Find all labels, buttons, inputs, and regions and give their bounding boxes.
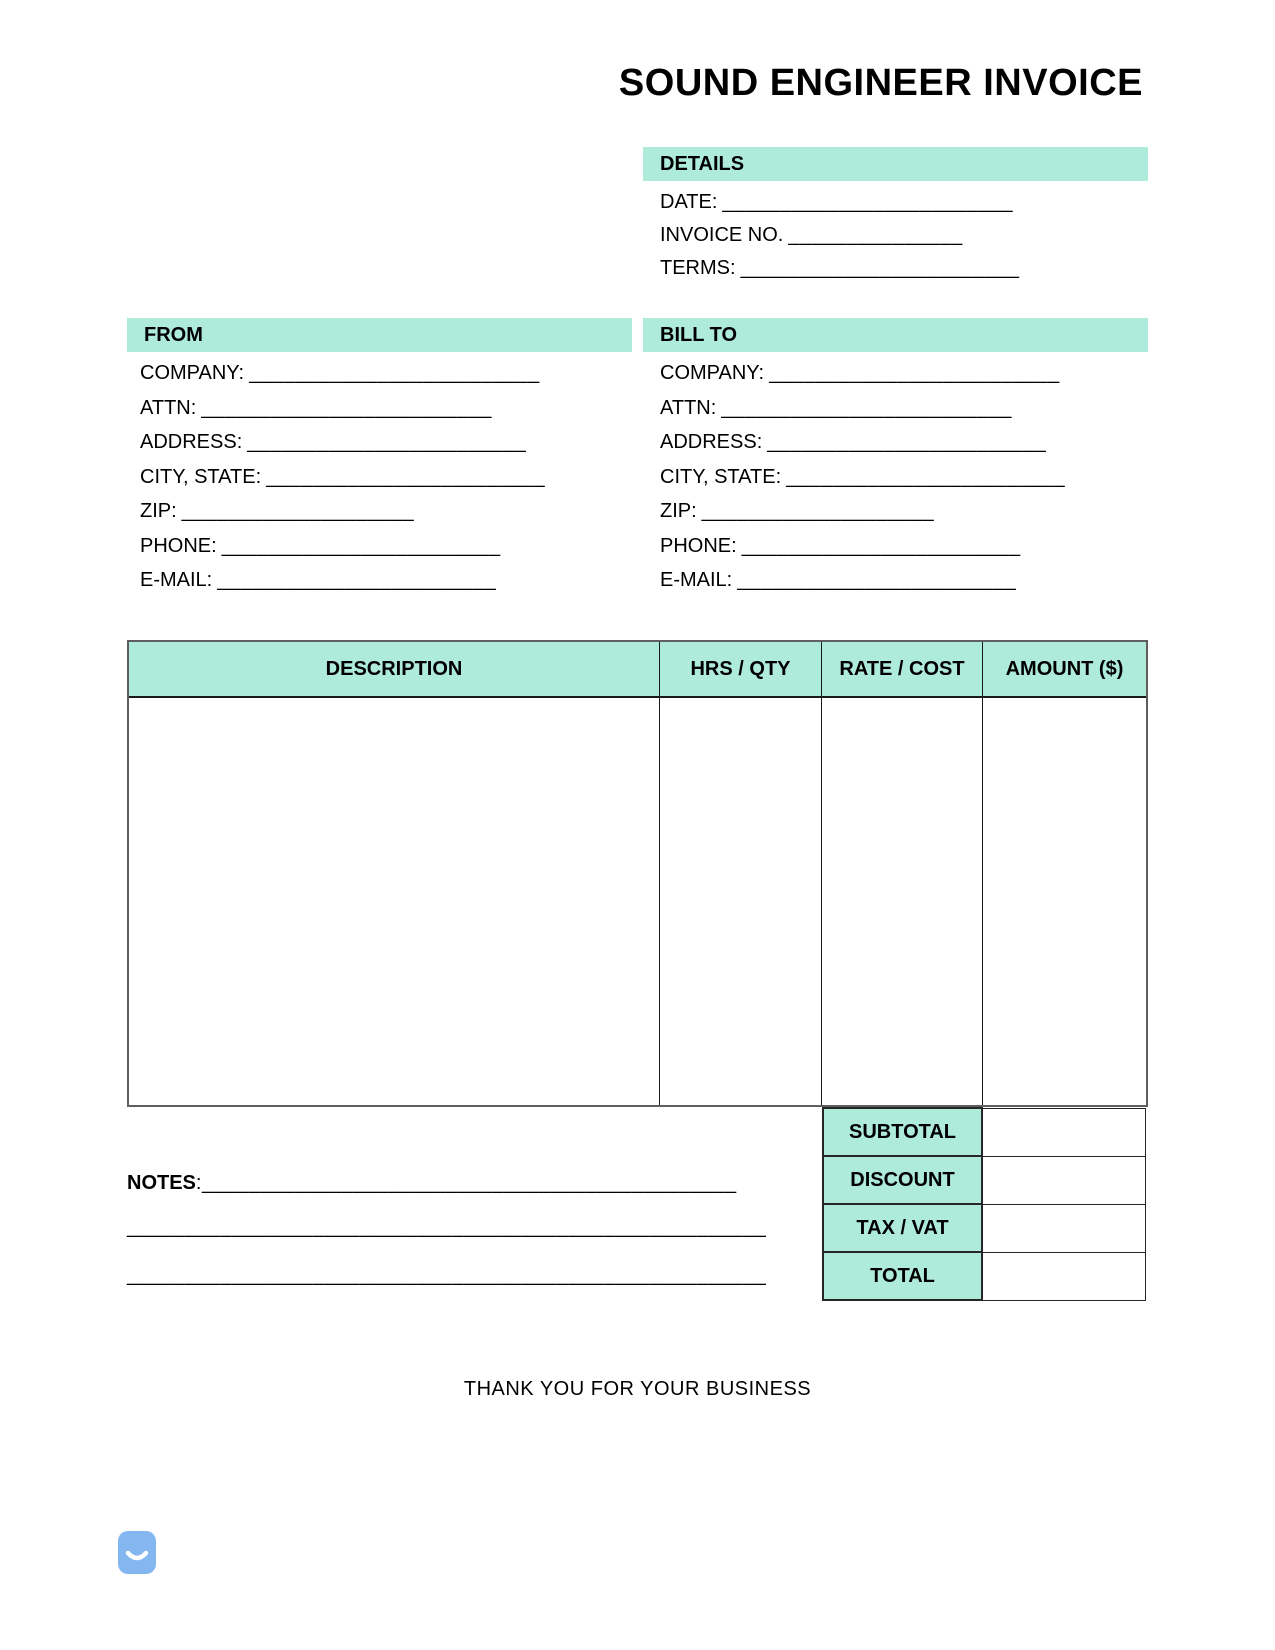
discount-value-cell bbox=[982, 1156, 1146, 1204]
field-label: INVOICE NO. bbox=[660, 224, 784, 246]
field-label: ATTN: bbox=[660, 396, 717, 419]
smiley-logo bbox=[118, 1531, 156, 1574]
total-label: TOTAL bbox=[823, 1252, 982, 1300]
column-header-rate-cost: RATE / COST bbox=[822, 642, 983, 698]
notes-row bbox=[127, 1172, 737, 1195]
field-from-phone bbox=[140, 529, 545, 564]
details-fields bbox=[660, 186, 1020, 285]
fill-in-line: ________________________ bbox=[221, 534, 501, 557]
from-heading-label: FROM bbox=[144, 324, 203, 346]
field-label: ZIP: bbox=[140, 500, 177, 522]
fill-in-line: ________________________ bbox=[740, 257, 1020, 279]
field-label: DATE: bbox=[660, 191, 718, 213]
discount-label: DISCOUNT bbox=[823, 1156, 982, 1204]
summary-row-tax-vat bbox=[823, 1204, 1146, 1252]
fill-in-line: ________________________ bbox=[266, 465, 546, 488]
fill-in-line: _________________________ bbox=[722, 191, 1013, 213]
rate-cost-column-body bbox=[822, 698, 983, 1105]
notes-fill-line-2: _______________________________________________________ bbox=[127, 1216, 767, 1238]
notes-fill-line-3: _______________________________________________________ bbox=[127, 1264, 767, 1286]
fill-in-line: ________________________ bbox=[767, 431, 1047, 453]
field-from-attn bbox=[140, 391, 545, 426]
smiley-logo-icon bbox=[118, 1531, 156, 1574]
fill-in-line: _________________________ bbox=[769, 362, 1060, 384]
fill-in-line: ________________________ bbox=[741, 534, 1021, 557]
totals-summary bbox=[822, 1107, 1146, 1301]
fill-in-line: _________________________ bbox=[201, 396, 492, 419]
field-from-address bbox=[140, 425, 545, 460]
amount-column-body bbox=[983, 698, 1146, 1105]
field-billto-address bbox=[660, 425, 1065, 460]
field-invoice-no bbox=[660, 219, 1020, 252]
description-column-body bbox=[129, 698, 660, 1105]
field-billto-company bbox=[660, 356, 1065, 391]
from-section-header bbox=[127, 318, 632, 352]
column-header-description: DESCRIPTION bbox=[129, 642, 660, 698]
field-label: E-MAIL: bbox=[140, 569, 213, 591]
total-value-cell bbox=[982, 1252, 1146, 1300]
fill-in-line: ________________________ bbox=[737, 569, 1017, 591]
field-from-email bbox=[140, 563, 545, 598]
page-title: SOUND ENGINEER INVOICE bbox=[618, 62, 1143, 104]
field-billto-phone bbox=[660, 529, 1065, 564]
field-label: ADDRESS: bbox=[660, 431, 763, 453]
fill-in-line: ____________________ bbox=[701, 500, 935, 522]
summary-row-subtotal bbox=[823, 1108, 1146, 1156]
from-fields bbox=[140, 356, 545, 598]
fill-in-line: ________________________ bbox=[247, 431, 527, 453]
field-label: CITY, STATE: bbox=[140, 465, 262, 488]
subtotal-value-cell bbox=[982, 1108, 1146, 1156]
field-label: ADDRESS: bbox=[140, 431, 243, 453]
summary-row-discount bbox=[823, 1156, 1146, 1204]
field-label: ATTN: bbox=[140, 396, 197, 419]
summary-row-total bbox=[823, 1252, 1146, 1300]
bill-to-section-header bbox=[643, 318, 1148, 352]
field-label: CITY, STATE: bbox=[660, 465, 782, 488]
field-billto-attn bbox=[660, 391, 1065, 426]
fill-in-line: _______________ bbox=[788, 224, 963, 246]
notes-fill-line-1: ______________________________________________ bbox=[201, 1172, 737, 1194]
fill-in-line: _________________________ bbox=[249, 362, 540, 384]
subtotal-label: SUBTOTAL bbox=[823, 1108, 982, 1156]
field-from-city-state bbox=[140, 460, 545, 495]
bill-to-fields bbox=[660, 356, 1065, 598]
bill-to-heading-label: BILL TO bbox=[660, 324, 738, 346]
hrs-qty-column-body bbox=[660, 698, 822, 1105]
thank-you-message: THANK YOU FOR YOUR BUSINESS bbox=[463, 1378, 812, 1400]
details-section-header bbox=[643, 147, 1148, 181]
field-from-zip bbox=[140, 494, 545, 529]
fill-in-line: ________________________ bbox=[217, 569, 497, 591]
field-date bbox=[660, 186, 1020, 219]
field-billto-zip bbox=[660, 494, 1065, 529]
column-header-amount: AMOUNT ($) bbox=[983, 642, 1146, 698]
line-items-table bbox=[127, 640, 1148, 1107]
fill-in-line: ________________________ bbox=[786, 465, 1066, 488]
field-billto-email bbox=[660, 563, 1065, 598]
field-label: E-MAIL: bbox=[660, 569, 733, 591]
tax-vat-value-cell bbox=[982, 1204, 1146, 1252]
field-terms bbox=[660, 252, 1020, 285]
field-label: PHONE: bbox=[140, 534, 217, 557]
details-heading-label: DETAILS bbox=[660, 153, 745, 175]
fill-in-line: ____________________ bbox=[181, 500, 415, 522]
notes-colon: : bbox=[195, 1172, 202, 1194]
column-header-hrs-qty: HRS / QTY bbox=[660, 642, 822, 698]
field-label: COMPANY: bbox=[660, 362, 765, 384]
field-from-company bbox=[140, 356, 545, 391]
field-label: TERMS: bbox=[660, 257, 736, 279]
tax-vat-label: TAX / VAT bbox=[823, 1204, 982, 1252]
field-billto-city-state bbox=[660, 460, 1065, 495]
field-label: COMPANY: bbox=[140, 362, 245, 384]
field-label: PHONE: bbox=[660, 534, 737, 557]
fill-in-line: _________________________ bbox=[721, 396, 1012, 419]
field-label: ZIP: bbox=[660, 500, 697, 522]
notes-label: NOTES bbox=[127, 1172, 196, 1194]
